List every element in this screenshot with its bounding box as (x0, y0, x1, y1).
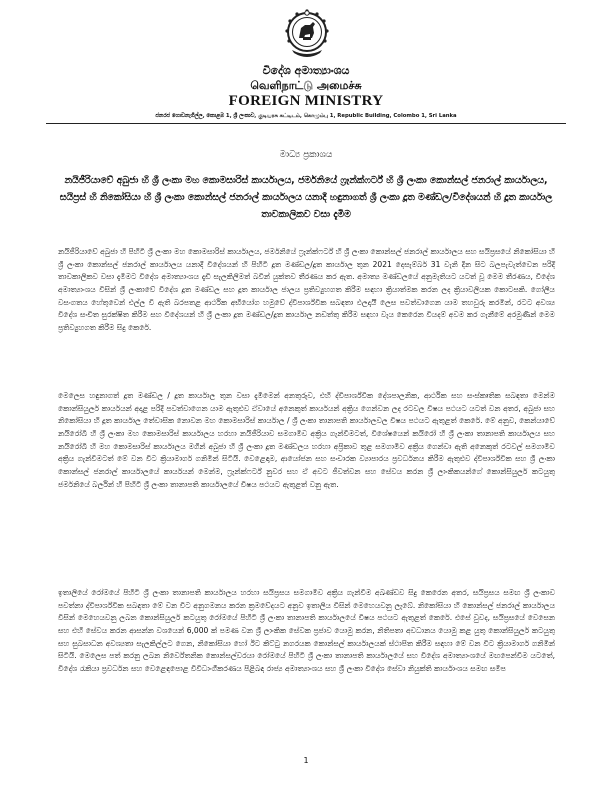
page-number: 1 (303, 756, 309, 765)
letterhead-address: ජනරජ ගොඩනැගිල්ල, කොළඹ 1, ශ්‍රී ලංකාව, குடியரசு கட்டிடம், கொழும்பு 1, Republic Building, Colombo 1, Sri Lanka (155, 113, 457, 119)
body-paragraph: ඉතාලියේ රෝමයේ පිහිටි ශ්‍රී ලංකා තානාපති කාර්යාලය හරහා සයිප්‍රසය සමගාමීව අක්‍රිය ගැන්වීම අඛණ්ඩව සිදු කෙරෙන අතර, සයිප්‍රසය සමඟ ශ්‍රී ලංකාව පවත්නා ද්විපාර්ශ්වික සබඳතා මේ වන විට අනුගමනය කරන ක්‍රමවේදයට අනුව ඉතාලිය විසින් මෙහෙයවනු ලැබේ. නිකෝසියා හි කොන්සල් ජනරාල් කාර්යාලය විසින් මෙහෙයවනු ලබන කොන්සියුලර් කටයුතු රෝමයේ පිහිටි ශ්‍රී ලංකා තානාපති කාර්යාලයේ විෂය පථයට ඇතුළත් කෙරේ. එසේ වුවද, සයිප්‍රසයේ වෙසෙන සහ එහි සේවය කරන ආසන්න වශයෙන් 6,000 ක් පමණ වන ශ්‍රී ලාංකික සේවක ප්‍රජාව යොමු කරන, නිතිපතා අවධානය යොමු කළ යුතු කොන්සියුලර් කටයුතු සහ සුබසාධන අවශ්‍යතා සැලකිල්ලට ගෙන, නිකෝසියා හෝ ඊට කිට්ටු නගරයක කොන්සල් කාර්යාලයක් ස්ථාපිත කිරීම සඳහා මේ වන විට ක්‍රියාමාර්ග ගනිමින් සිටියි. මෙලෙස පත් කරනු ලබන නිර්වේතනික කොන්සල්වරයා රෝමයේ පිහිටි ශ්‍රී ලංකා තානාපති කාර්යාලයේ සහ විදේශ අමාත්‍යාංශයේ මඟපෙන්වීම යටතේ, විදේශ රැකියා ප්‍රවර්ධන සහ වෙළෙඳපොළ විවිධාංගීකරණය පිළිබඳ රාජ්‍ය අමාත්‍යාංශය සහ ශ්‍රී ලංකා විදේශ සේවා නියුක්ති කාර්යාංශය සමඟ සමීප (58, 588, 555, 673)
letterhead-tamil: வெளிநாட்டு அமைச்சு (250, 79, 362, 92)
letterhead-sinhala: විදේශ අමාත්‍යාංශය (262, 64, 350, 77)
letterhead-divider (46, 123, 566, 124)
media-release-label: මාධ්‍ය ප්‍රකාශය (279, 150, 333, 160)
press-release-title: නයිජීරියාවේ අබුජා හි ශ්‍රී ලංකා මහ කොමසාරිස් කාර්යාලය, ජර්මනියේ ෆ්‍රෑන්ක්ෆර්ට් හි ශ්‍රී ලංකා කොන්සල් ජනරාල් කාර්යාලය, සයිප්‍රස් හි නිකෝසියා හි ශ්‍රී ලංකා කොන්සල් ජනරාල් කාර්යාලය යනාදී හඳුනාගත් ශ්‍රී ලංකා දූත මණ්ඩල/විදේශයන් හි දූත කාර්යාල තාවකාලිකව වසා දැමීම (59, 175, 553, 220)
letterhead-english: FOREIGN MINISTRY (228, 93, 384, 109)
state-emblem-icon (284, 6, 330, 62)
body-paragraph: නයිජීරියාවේ අබුජා හි පිහිටි ශ්‍රී ලංකා මහ කොමසාරිස් කාර්යාලය, ජර්මනියේ ෆ්‍රෑන්ක්ෆර්ට් හි ශ්‍රී ලංකා කොන්සල් ජනරාල් කාර්යාලය සහ සයිප්‍රසයේ නිකෝසියා හි ශ්‍රී ලංකා කොන්සල් ජනරාල් කාර්යාලය යනාදී විදේශයන් හි පිහිටි දූත මණ්ඩල/දූත කාර්යාල තුන 2021 දෙසැම්බර් 31 වැනි දින සිට බලපැවැත්වෙන පරිදි තාවකාලිකව වසා දැමීමට විදේශ අමාත්‍යාංශය දැඩි සැලකිලිමත් බවින් යුක්තව තීරණය කර ඇත. අමාත්‍ය මණ්ඩලයේ අනුමැතියට යටත් වූ මෙම තීරණය, විදේශ අමාත්‍යාංශය විසින් ශ්‍රී ලංකාවේ විදේශ දූත මණ්ඩල සහ දූත කාර්යාල ජාලය ප්‍රතිව්‍යුහගත කිරීම සඳහා ක්‍රියාත්මක කරන ලද ක්‍රියාවලියක කොටසකි. ගෝලීය වසංගතය හේතුවෙන් එල්ල වී ඇති බරපතළ ආර්ථික අභියෝග හමුවේ ද්විපාර්ශ්වික සබඳතා ඵලදායී ලෙස පවත්වාගෙන යාම තහවුරු කරමින්, රටට අවශ්‍ය විදේශ සංචිත සුරක්ෂිත කිරීම සහ විදේශයන් හි ශ්‍රී ලංකා දූත මණ්ඩල/දූත කාර්යාල නඩත්තු කිරීම සඳහා වැය කෙරෙන වියදම් අවම කර ගැනීමේ අරමුණින් මෙම ප්‍රතිව්‍යුහගත කිරීම සිදු කෙරේ. (58, 247, 555, 332)
body-paragraph: මෙලෙස හඳුනාගත් දූත මණ්ඩල / දූත කාර්යාල තුන වසා දැමීමෙන් අනතුරුව, එහි ද්විපාර්ශ්වික දේශපාලනික, ආර්ථික සහ සංස්කෘතික සබඳතා මෙන්ම කොන්සියුලර් කාර්යයන් අදාළ පරිදි පවත්වාගෙන යාම ඇතුළුව ඒවායේ අනෙකුත් කාර්යයන් අක්‍රිය ගෙන්වන ලද රටවල විෂය පථයට යටත් වන අතර, අබුජා සහ නිකෝසියා හි දූත කාර්යාල තේවාසික නොවන මහ කොමසාරිස් කාර්යාල / ශ්‍රී ලංකා තානාපති කාර්යාලවල විෂය පථයට ඇතුළත් කෙරේ. මේ අනුව, කෙන්යාවේ නයිරෝබි හි ශ්‍රී ලංකා මහ කොමසාරිස් කාර්යාලය හරහා නයිජීරියාව සමගාමීව අක්‍රිය ගැන්වීමටත්, විශේෂයෙන් කයිරෝ හි ශ්‍රී ලංකා තානාපති කාර්යාලය සහ නයිරෝබි හි මහ කොමසාරිස් කාර්යාලය මගින් අබුජා හි ශ්‍රී ලංකා දූත මණ්ඩලය හරහා අප්‍රිකාව තුළ සමගාමීව අක්‍රිය ගෙන්වා ඇති අනෙකුත් රටවල් සමගාමීව අක්‍රිය ගැන්වීමටත් මේ වන විට ක්‍රියාමාර්ග ගනිමින් සිටියි. වෙළෙඳාම, ආයෝජන සහ සංචාරක ව්‍යාපාරය ප්‍රවර්ධනය කිරීම ඇතුළුව ද්විපාර්ශ්වික සහ ශ්‍රී ලංකා කොන්සල් ජනරාල් කාර්යාලයේ කාර්යයන් මෙන්ම, ෆ්‍රෑන්ක්ෆර්ට් නුවර සහ ඒ අවට ජීවත්වන සහ සේවය කරන ශ්‍රී ලාංකිකයන්ගේ කොන්සියුලර් කටයුතු ජර්මනියේ බර්ලින් හි පිහිටි ශ්‍රී ලංකා තානාපති කාර්යාලයේ විෂය පථයට ඇතුළත් වනු ඇත. (58, 391, 555, 489)
